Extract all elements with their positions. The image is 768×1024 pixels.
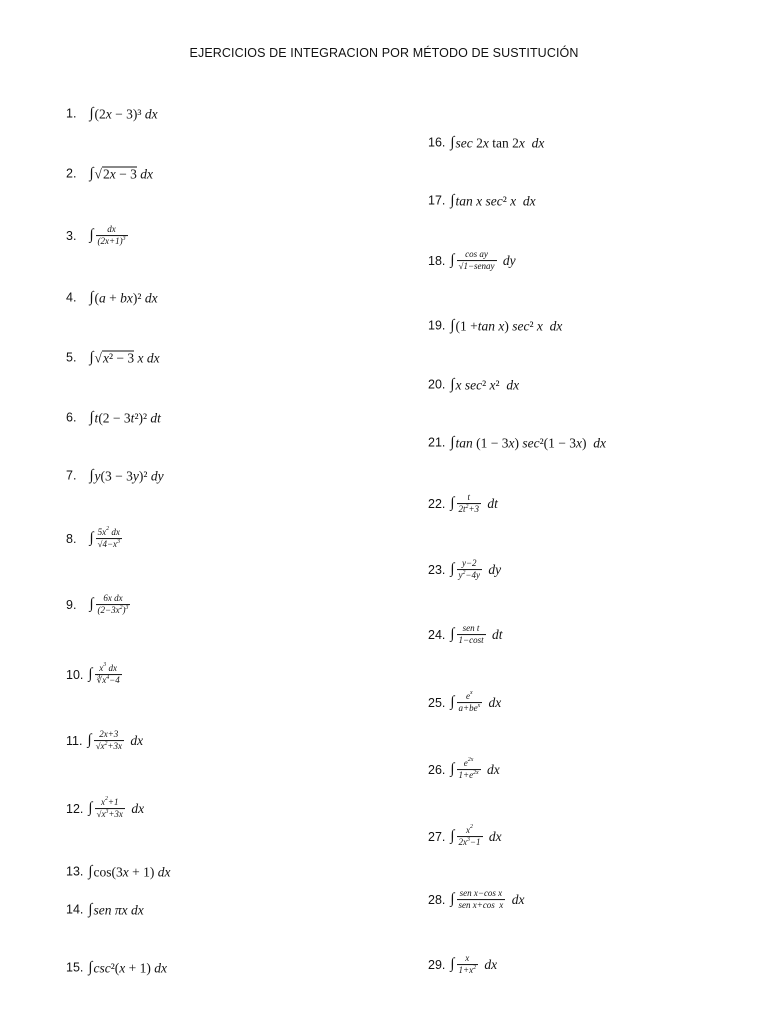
- exercise-number: 23.: [428, 562, 446, 577]
- exercise-number: 1.: [66, 106, 77, 121]
- exercise-20: [428, 378, 519, 393]
- exercise-expression: ∫ y (3 − 3 y )² dy: [89, 467, 164, 484]
- exercise-number: 12.: [66, 801, 84, 816]
- exercise-7: [66, 469, 164, 484]
- exercise-expression: ∫ sen πx dx: [88, 901, 144, 918]
- exercise-number: 17.: [428, 193, 446, 208]
- exercise-expression: ∫ x sec ² x ² dx: [450, 376, 520, 393]
- exercise-27: [428, 826, 502, 848]
- exercise-28: [428, 889, 524, 911]
- exercise-5: [66, 351, 160, 366]
- exercise-expression: ∫ $\frac{x^3 dx}{∛x^4-4}$: [88, 662, 120, 686]
- exercise-expression: ∫ t (2 − 3 t ²)² dt: [89, 409, 161, 426]
- exercise-expression: ∫ $\frac{\text{sen x−cos x}}{\text{sen x+cos x}}$ dx: [450, 888, 525, 911]
- exercise-13: [66, 865, 170, 880]
- exercise-15: [66, 961, 167, 976]
- exercise-expression: ∫ cos(3 x + 1) dx: [88, 863, 171, 880]
- exercise-expression: ∫ ( a + bx )² dx: [89, 289, 158, 306]
- exercise-8: [66, 528, 125, 550]
- exercise-18: [428, 250, 516, 272]
- exercise-26: [428, 759, 500, 781]
- exercise-number: 28.: [428, 892, 446, 907]
- exercise-29: [428, 954, 497, 976]
- exercise-number: 8.: [66, 531, 77, 546]
- exercise-expression: ∫ (1 + tan x ) sec ² x dx: [450, 317, 563, 334]
- exercise-number: 20.: [428, 377, 446, 392]
- exercise-number: 25.: [428, 695, 446, 710]
- exercise-expression: ∫ sec 2 x tan 2 x dx: [450, 134, 545, 151]
- exercise-number: 19.: [428, 318, 446, 333]
- exercise-expression: ∫ $\frac{x}{1+x^2}$ dx: [450, 953, 498, 976]
- exercise-number: 21.: [428, 435, 446, 450]
- exercise-expression: ∫ $\frac{\text{6x dx}}{(2-3x^2)^3}$: [89, 593, 129, 616]
- exercise-16: [428, 136, 544, 151]
- exercise-2: [66, 167, 153, 182]
- exercise-number: 29.: [428, 957, 446, 972]
- exercise-number: 15.: [66, 960, 84, 975]
- exercise-1: [66, 107, 158, 122]
- exercise-number: 9.: [66, 597, 77, 612]
- exercise-number: 11.: [66, 733, 83, 748]
- exercise-expression: ∫ √ 2x − 3 dx: [89, 165, 153, 182]
- exercise-22: [428, 493, 498, 515]
- exercise-number: 18.: [428, 253, 446, 268]
- exercise-9: [66, 594, 133, 616]
- exercise-expression: ∫ $\frac{\text{sen t}}{1-\cos t}$ dt: [450, 623, 503, 646]
- exercise-number: 6.: [66, 410, 77, 425]
- exercise-11: [66, 730, 143, 752]
- exercise-expression: ∫ $\frac{t}{2t^2+3}$ dt: [450, 492, 498, 515]
- exercise-4: [66, 291, 158, 306]
- exercise-expression: ∫ $\frac{5x^2 dx}{√4-x^3}$: [89, 526, 120, 550]
- exercise-12: [66, 798, 144, 820]
- exercise-number: 14.: [66, 902, 84, 917]
- exercise-expression: ∫ $\frac{x^2+1}{√x^3+3x}$ dx: [88, 796, 145, 820]
- exercise-number: 3.: [66, 228, 77, 243]
- exercise-expression: ∫ csc ²( x + 1) dx: [88, 959, 168, 976]
- exercise-14: [66, 903, 144, 918]
- exercise-10: [66, 664, 125, 686]
- exercise-number: 16.: [428, 135, 446, 150]
- exercise-number: 13.: [66, 864, 84, 879]
- exercise-expression: ∫ tan x sec ² x dx: [450, 192, 536, 209]
- exercise-19: [428, 319, 562, 334]
- exercise-number: 2.: [66, 166, 77, 181]
- exercise-24: [428, 624, 502, 646]
- exercise-25: [428, 692, 501, 714]
- exercise-expression: ∫ $\frac{dx}{(2x+1)^3}$: [89, 224, 126, 247]
- exercise-number: 5.: [66, 350, 77, 365]
- exercise-number: 26.: [428, 762, 446, 777]
- exercise-expression: ∫ $\frac{x^2}{2x^3-1}$ dx: [450, 824, 502, 848]
- exercise-23: [428, 559, 501, 581]
- exercise-expression: ∫ $\frac{y-2}{y^2-4y}$ dy: [450, 558, 502, 581]
- exercise-21: [428, 436, 606, 451]
- exercise-expression: ∫ (2 x − 3)³ dx: [89, 105, 158, 122]
- exercise-number: 4.: [66, 290, 77, 305]
- exercise-expression: ∫ tan (1 − 3 x ) sec ²(1 − 3 x ) dx: [450, 434, 607, 451]
- exercise-number: 27.: [428, 829, 446, 844]
- exercise-17: [428, 194, 536, 209]
- exercise-expression: ∫ $\frac{2x+3}{√x^2+3x}$ dx: [87, 729, 144, 752]
- exercise-number: 7.: [66, 468, 77, 483]
- exercise-number: 22.: [428, 496, 446, 511]
- exercise-expression: ∫ $\frac{\text{cos ay}}{\text{√1−senay}}$ dy: [450, 249, 516, 272]
- exercise-6: [66, 411, 161, 426]
- exercise-expression: ∫ $\frac{e^x}{a+be^x}$ dx: [450, 690, 502, 714]
- exercise-expression: ∫ √ x² − 3 x dx: [89, 349, 160, 366]
- exercise-number: 10.: [66, 667, 84, 682]
- exercise-number: 24.: [428, 627, 446, 642]
- exercise-expression: ∫ $\frac{e^{2x}}{1+e^{2x}}$ dx: [450, 757, 500, 781]
- document-title: EJERCICIOS DE INTEGRACION POR MÉTODO DE SUSTITUCIÓN: [189, 46, 579, 60]
- exercise-3: [66, 225, 131, 247]
